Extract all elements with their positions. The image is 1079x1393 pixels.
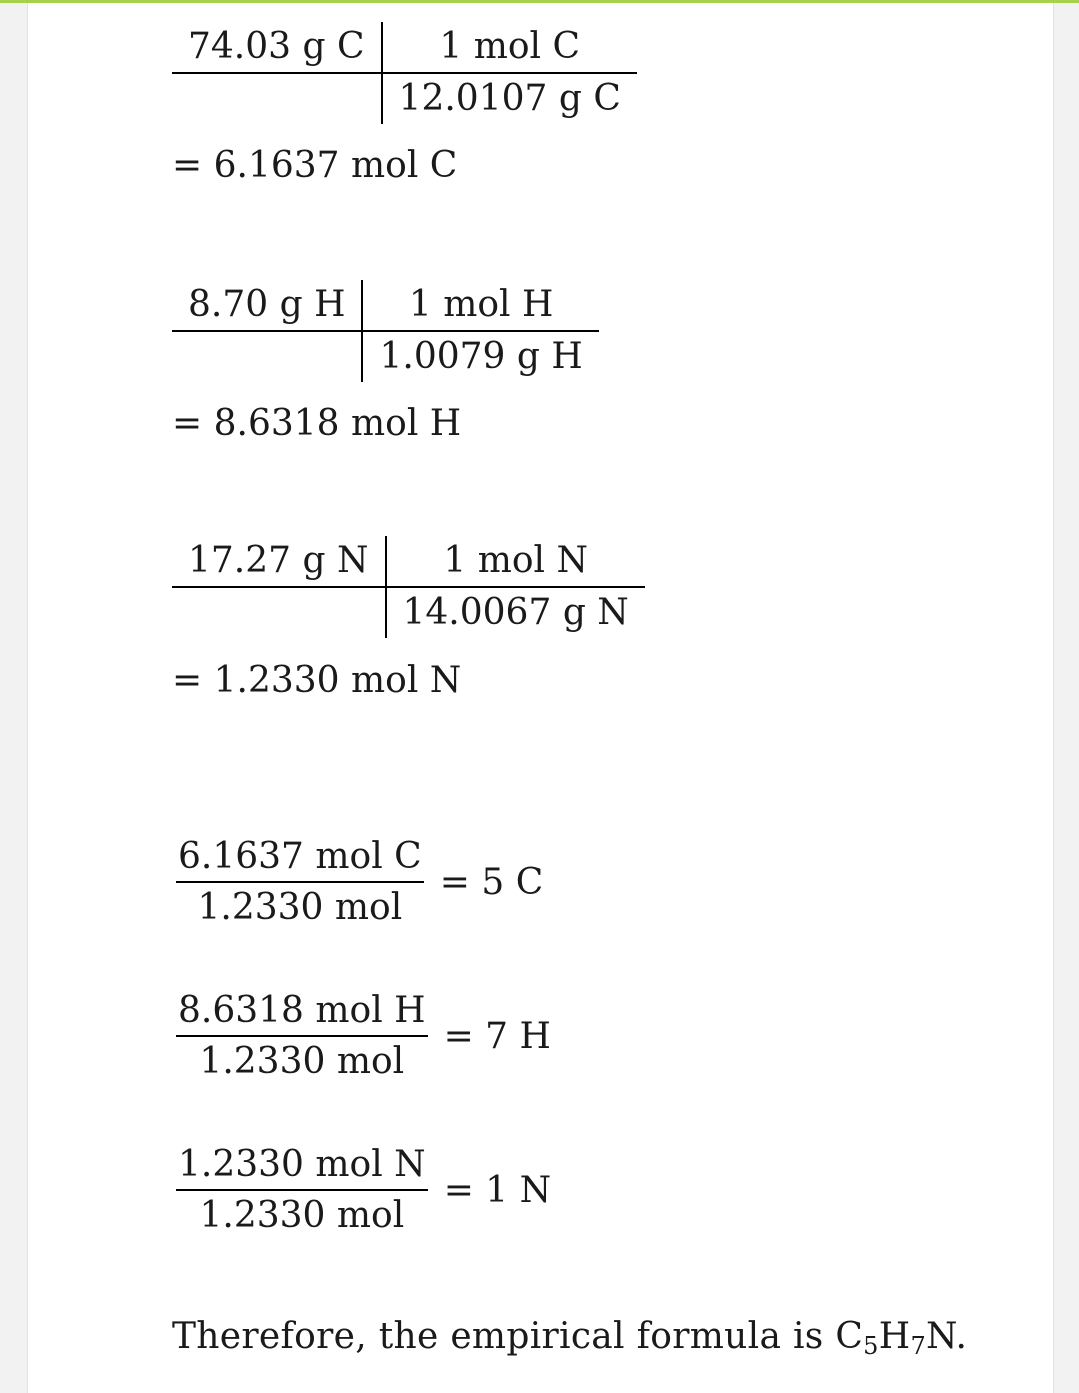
ratio-result: = 7 H — [443, 1015, 551, 1057]
conclusion-sentence — [172, 1316, 968, 1360]
fraction — [176, 1144, 428, 1236]
fraction — [176, 836, 424, 928]
conversion-denominator: 1.0079 g H — [363, 330, 598, 382]
fraction — [176, 990, 428, 1082]
given-mass: 74.03 g C — [172, 22, 383, 72]
fraction-denominator: 1.2330 mol — [197, 887, 403, 928]
given-mass: 8.70 g H — [172, 280, 363, 330]
formula-subscript-carbon: 5 — [863, 1332, 879, 1360]
ratio-carbon — [176, 836, 543, 928]
conversion-nitrogen — [172, 536, 645, 638]
result-nitrogen-moles: = 1.2330 mol N — [172, 660, 462, 701]
ratio-result: = 5 C — [439, 861, 544, 903]
conversion-carbon — [172, 22, 637, 124]
result-hydrogen-moles: = 8.6318 mol H — [172, 403, 462, 444]
conclusion-prefix: Therefore, the empirical formula is — [172, 1316, 836, 1357]
grid-empty-cell — [172, 72, 383, 124]
conversion-denominator: 12.0107 g C — [383, 72, 637, 124]
grid-empty-cell — [172, 330, 363, 382]
ratio-hydrogen — [176, 990, 551, 1082]
fraction-numerator: 8.6318 mol H — [178, 990, 426, 1031]
conversion-hydrogen — [172, 280, 599, 382]
conclusion-period: . — [955, 1316, 968, 1357]
conversion-denominator: 14.0067 g N — [387, 586, 645, 638]
ratio-nitrogen — [176, 1144, 551, 1236]
ratio-result: = 1 N — [443, 1169, 552, 1211]
formula-element-nitrogen: N — [926, 1316, 956, 1357]
result-carbon-moles: = 6.1637 mol C — [172, 145, 458, 186]
formula-subscript-hydrogen: 7 — [910, 1332, 927, 1360]
formula-element-carbon: C — [835, 1316, 864, 1357]
conversion-numerator: 1 mol C — [439, 26, 581, 67]
fraction-numerator: 1.2330 mol N — [178, 1144, 426, 1185]
fraction-denominator: 1.2330 mol — [199, 1195, 405, 1236]
conversion-numerator: 1 mol H — [408, 284, 554, 325]
formula-element-hydrogen: H — [878, 1316, 911, 1357]
conversion-numerator: 1 mol N — [443, 540, 588, 581]
fraction-numerator: 6.1637 mol C — [178, 836, 422, 877]
grid-empty-cell — [172, 586, 387, 638]
fraction-denominator: 1.2330 mol — [199, 1041, 405, 1082]
given-mass: 17.27 g N — [172, 536, 387, 586]
